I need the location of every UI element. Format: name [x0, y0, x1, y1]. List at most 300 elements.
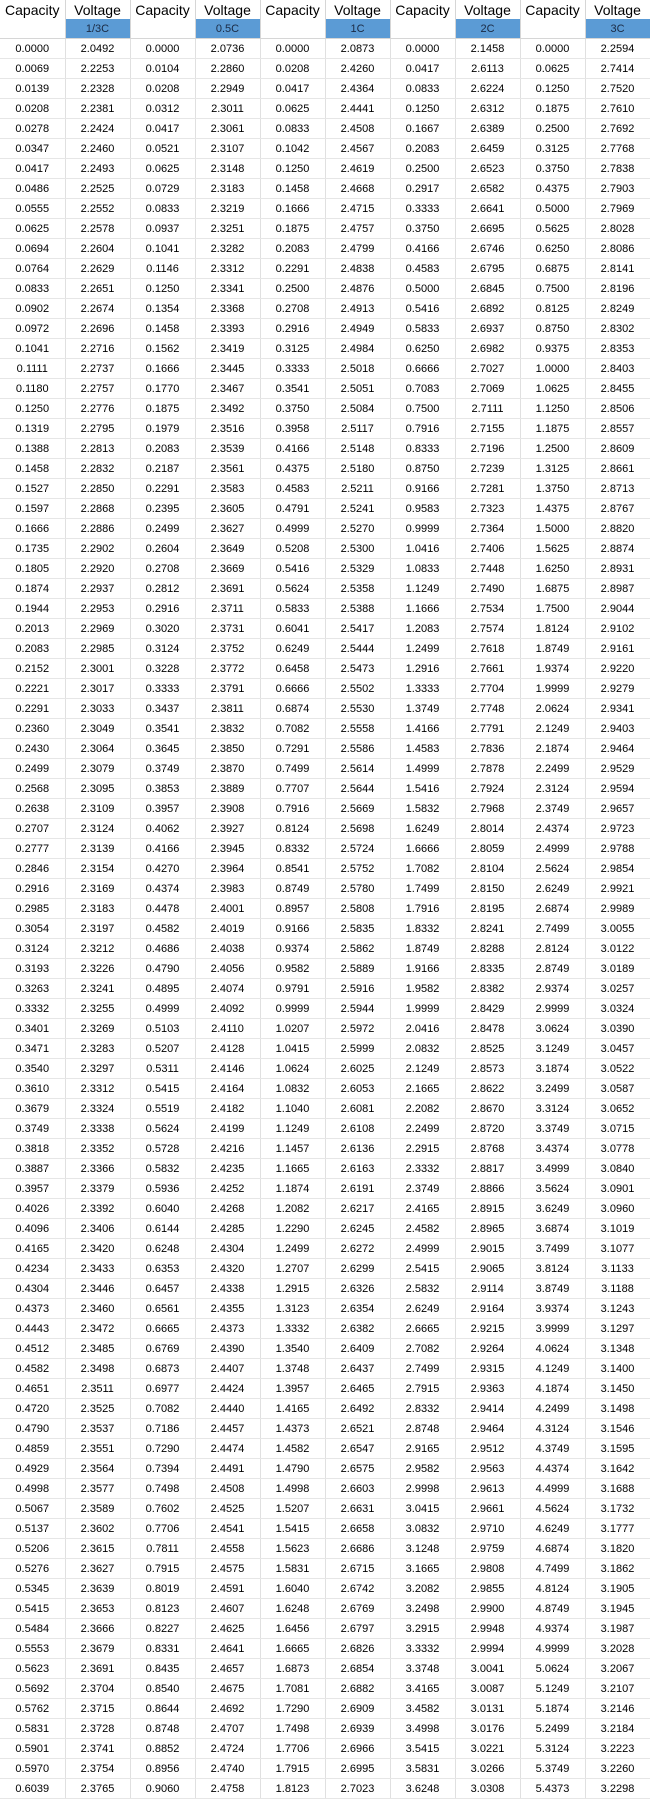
voltage-cell: 2.6826 [325, 1639, 390, 1659]
voltage-cell: 2.2832 [65, 459, 130, 479]
table-row [0, 259, 650, 279]
capacity-cell: 0.5311 [130, 1059, 195, 1079]
voltage-cell: 2.3255 [65, 999, 130, 1019]
voltage-cell: 2.2253 [65, 59, 130, 79]
table-row [0, 579, 650, 599]
capacity-cell: 1.5207 [260, 1499, 325, 1519]
voltage-cell: 2.4838 [325, 259, 390, 279]
table-row [0, 99, 650, 119]
voltage-cell: 3.0522 [585, 1059, 650, 1079]
capacity-cell: 1.7081 [260, 1679, 325, 1699]
voltage-cell: 2.2969 [65, 619, 130, 639]
capacity-cell: 0.1874 [0, 579, 65, 599]
capacity-cell: 0.5345 [0, 1579, 65, 1599]
voltage-cell: 2.3139 [65, 839, 130, 859]
voltage-cell: 2.8622 [455, 1079, 520, 1099]
capacity-cell: 1.7706 [260, 1739, 325, 1759]
capacity-cell: 0.5000 [390, 279, 455, 299]
capacity-cell: 3.4582 [390, 1699, 455, 1719]
capacity-cell: 0.6353 [130, 1259, 195, 1279]
voltage-cell: 2.3492 [195, 399, 260, 419]
voltage-cell: 3.1777 [585, 1519, 650, 1539]
capacity-cell: 0.7916 [260, 799, 325, 819]
voltage-cell: 2.6982 [455, 339, 520, 359]
voltage-header: Voltage [455, 0, 520, 19]
capacity-cell: 0.1666 [130, 359, 195, 379]
voltage-cell: 2.7323 [455, 499, 520, 519]
voltage-cell: 2.6845 [455, 279, 520, 299]
capacity-cell: 2.3124 [520, 779, 585, 799]
voltage-cell: 2.2328 [65, 79, 130, 99]
capacity-cell: 2.0416 [390, 1019, 455, 1039]
capacity-cell: 1.6875 [520, 579, 585, 599]
voltage-cell: 2.3445 [195, 359, 260, 379]
voltage-cell: 2.6937 [455, 319, 520, 339]
capacity-cell: 0.1527 [0, 479, 65, 499]
capacity-cell: 0.6250 [390, 339, 455, 359]
voltage-cell: 2.8478 [455, 1019, 520, 1039]
capacity-cell: 0.4512 [0, 1339, 65, 1359]
voltage-cell: 2.3282 [195, 239, 260, 259]
voltage-cell: 2.5752 [325, 859, 390, 879]
voltage-cell: 2.6081 [325, 1099, 390, 1119]
capacity-cell: 0.7291 [260, 739, 325, 759]
voltage-cell: 2.6631 [325, 1499, 390, 1519]
voltage-cell: 2.5698 [325, 819, 390, 839]
capacity-cell: 0.2708 [260, 299, 325, 319]
capacity-cell: 0.1250 [130, 279, 195, 299]
voltage-cell: 2.8525 [455, 1039, 520, 1059]
voltage-cell: 2.6523 [455, 159, 520, 179]
table-row [0, 1759, 650, 1779]
capacity-cell: 1.7290 [260, 1699, 325, 1719]
capacity-cell: 3.2915 [390, 1619, 455, 1639]
capacity-cell: 1.1875 [520, 419, 585, 439]
capacity-cell: 1.3750 [520, 479, 585, 499]
table-row [0, 39, 650, 59]
capacity-cell: 2.9998 [390, 1479, 455, 1499]
capacity-cell: 3.6249 [520, 1199, 585, 1219]
voltage-cell: 3.0055 [585, 919, 650, 939]
voltage-cell: 2.3107 [195, 139, 260, 159]
table-row [0, 1639, 650, 1659]
capacity-cell: 2.7499 [520, 919, 585, 939]
c-rate-header-row [0, 19, 650, 39]
capacity-cell: 0.3749 [0, 1119, 65, 1139]
capacity-cell: 1.5832 [390, 799, 455, 819]
capacity-cell: 4.1249 [520, 1359, 585, 1379]
capacity-cell: 0.0833 [390, 79, 455, 99]
voltage-cell: 2.4607 [195, 1599, 260, 1619]
capacity-cell: 0.3750 [520, 159, 585, 179]
voltage-cell: 2.9065 [455, 1259, 520, 1279]
capacity-cell: 0.4374 [130, 879, 195, 899]
capacity-cell: 0.1875 [130, 399, 195, 419]
capacity-cell: 0.4270 [130, 859, 195, 879]
table-row [0, 479, 650, 499]
voltage-cell: 3.1400 [585, 1359, 650, 1379]
capacity-cell: 2.2082 [390, 1099, 455, 1119]
voltage-cell: 3.0715 [585, 1119, 650, 1139]
capacity-cell: 1.0415 [260, 1039, 325, 1059]
voltage-cell: 2.2886 [65, 519, 130, 539]
voltage-cell: 3.0960 [585, 1199, 650, 1219]
table-row [0, 959, 650, 979]
capacity-cell: 0.3124 [130, 639, 195, 659]
capacity-cell: 3.0415 [390, 1499, 455, 1519]
voltage-cell: 2.3728 [65, 1719, 130, 1739]
voltage-cell: 2.4320 [195, 1259, 260, 1279]
voltage-cell: 2.9563 [455, 1459, 520, 1479]
voltage-cell: 2.4625 [195, 1619, 260, 1639]
c-rate-label-2c: 2C [455, 19, 520, 39]
table-row [0, 839, 650, 859]
voltage-cell: 2.6326 [325, 1279, 390, 1299]
voltage-cell: 2.3197 [65, 919, 130, 939]
capacity-cell: 0.1458 [260, 179, 325, 199]
voltage-cell: 3.1862 [585, 1559, 650, 1579]
c-rate-spacer [390, 19, 455, 39]
table-row [0, 939, 650, 959]
capacity-cell: 3.4165 [390, 1679, 455, 1699]
voltage-cell: 3.1546 [585, 1419, 650, 1439]
voltage-cell: 2.9921 [585, 879, 650, 899]
capacity-cell: 1.4166 [390, 719, 455, 739]
voltage-cell: 2.3393 [195, 319, 260, 339]
c-rate-spacer [260, 19, 325, 39]
voltage-cell: 3.1348 [585, 1339, 650, 1359]
voltage-cell: 2.8086 [585, 239, 650, 259]
capacity-cell: 1.6665 [260, 1639, 325, 1659]
voltage-cell: 2.4758 [195, 1779, 260, 1799]
voltage-cell: 2.6108 [325, 1119, 390, 1139]
voltage-cell: 2.4619 [325, 159, 390, 179]
voltage-cell: 2.6437 [325, 1359, 390, 1379]
voltage-cell: 2.4757 [325, 219, 390, 239]
capacity-cell: 0.6458 [260, 659, 325, 679]
capacity-cell: 0.6248 [130, 1239, 195, 1259]
capacity-cell: 0.5137 [0, 1519, 65, 1539]
capacity-cell: 1.2707 [260, 1259, 325, 1279]
voltage-cell: 2.4164 [195, 1079, 260, 1099]
capacity-cell: 0.2013 [0, 619, 65, 639]
voltage-cell: 2.3341 [195, 279, 260, 299]
capacity-cell: 0.2360 [0, 719, 65, 739]
table-row [0, 1499, 650, 1519]
voltage-cell: 2.8195 [455, 899, 520, 919]
table-row [0, 79, 650, 99]
voltage-cell: 2.6641 [455, 199, 520, 219]
capacity-cell: 0.6040 [130, 1199, 195, 1219]
capacity-cell: 0.0000 [0, 39, 65, 59]
capacity-cell: 0.7602 [130, 1499, 195, 1519]
voltage-cell: 2.4567 [325, 139, 390, 159]
voltage-cell: 2.9759 [455, 1539, 520, 1559]
voltage-cell: 2.6797 [325, 1619, 390, 1639]
voltage-cell: 2.8150 [455, 879, 520, 899]
capacity-cell: 0.0104 [130, 59, 195, 79]
table-row [0, 419, 650, 439]
capacity-cell: 2.5415 [390, 1259, 455, 1279]
voltage-cell: 2.2920 [65, 559, 130, 579]
capacity-cell: 1.6666 [390, 839, 455, 859]
voltage-cell: 3.2146 [585, 1699, 650, 1719]
capacity-cell: 2.2499 [390, 1119, 455, 1139]
capacity-header: Capacity [260, 0, 325, 19]
voltage-cell: 2.3095 [65, 779, 130, 799]
capacity-cell: 0.3125 [260, 339, 325, 359]
capacity-cell: 1.7082 [390, 859, 455, 879]
capacity-cell: 5.1249 [520, 1679, 585, 1699]
voltage-cell: 2.2552 [65, 199, 130, 219]
voltage-cell: 2.9657 [585, 799, 650, 819]
capacity-cell: 3.4999 [520, 1159, 585, 1179]
capacity-cell: 0.1250 [520, 79, 585, 99]
voltage-cell: 2.4984 [325, 339, 390, 359]
capacity-cell: 0.7082 [130, 1399, 195, 1419]
capacity-cell: 1.6250 [520, 559, 585, 579]
voltage-cell: 2.2696 [65, 319, 130, 339]
capacity-cell: 0.4478 [130, 899, 195, 919]
capacity-cell: 3.3748 [390, 1659, 455, 1679]
capacity-cell: 0.0694 [0, 239, 65, 259]
voltage-cell: 3.1077 [585, 1239, 650, 1259]
voltage-cell: 2.3419 [195, 339, 260, 359]
voltage-cell: 2.7111 [455, 399, 520, 419]
voltage-cell: 2.5502 [325, 679, 390, 699]
voltage-cell: 2.7196 [455, 439, 520, 459]
capacity-cell: 2.6249 [520, 879, 585, 899]
capacity-cell: 0.2221 [0, 679, 65, 699]
voltage-cell: 2.3516 [195, 419, 260, 439]
voltage-cell: 2.4949 [325, 319, 390, 339]
voltage-cell: 2.0873 [325, 39, 390, 59]
voltage-cell: 2.3741 [65, 1739, 130, 1759]
capacity-cell: 5.2499 [520, 1719, 585, 1739]
table-row [0, 1259, 650, 1279]
capacity-cell: 4.6249 [520, 1519, 585, 1539]
capacity-cell: 0.4999 [260, 519, 325, 539]
capacity-cell: 0.5833 [260, 599, 325, 619]
capacity-cell: 1.6040 [260, 1579, 325, 1599]
voltage-cell: 2.2776 [65, 399, 130, 419]
capacity-cell: 0.8331 [130, 1639, 195, 1659]
capacity-cell: 0.8227 [130, 1619, 195, 1639]
voltage-cell: 2.9363 [455, 1379, 520, 1399]
voltage-cell: 2.3908 [195, 799, 260, 819]
voltage-cell: 2.6409 [325, 1339, 390, 1359]
voltage-cell: 2.6521 [325, 1419, 390, 1439]
capacity-cell: 0.1770 [130, 379, 195, 399]
table-row [0, 1559, 650, 1579]
capacity-cell: 1.2290 [260, 1219, 325, 1239]
voltage-cell: 2.6742 [325, 1579, 390, 1599]
capacity-cell: 0.5208 [260, 539, 325, 559]
table-row [0, 1519, 650, 1539]
capacity-cell: 0.8125 [520, 299, 585, 319]
capacity-cell: 0.7706 [130, 1519, 195, 1539]
voltage-cell: 2.9215 [455, 1319, 520, 1339]
capacity-cell: 0.1875 [260, 219, 325, 239]
voltage-cell: 3.0257 [585, 979, 650, 999]
voltage-cell: 2.3241 [65, 979, 130, 999]
capacity-cell: 0.3645 [130, 739, 195, 759]
capacity-cell: 3.8124 [520, 1259, 585, 1279]
voltage-cell: 2.6882 [325, 1679, 390, 1699]
capacity-cell: 1.2083 [390, 619, 455, 639]
voltage-cell: 2.2424 [65, 119, 130, 139]
voltage-cell: 2.3467 [195, 379, 260, 399]
table-row [0, 699, 650, 719]
table-row [0, 239, 650, 259]
capacity-cell: 1.1250 [520, 399, 585, 419]
capacity-cell: 0.3263 [0, 979, 65, 999]
voltage-cell: 2.8455 [585, 379, 650, 399]
capacity-cell: 1.7915 [260, 1759, 325, 1779]
voltage-cell: 2.4724 [195, 1739, 260, 1759]
voltage-cell: 2.9512 [455, 1439, 520, 1459]
capacity-cell: 0.8749 [260, 879, 325, 899]
voltage-cell: 2.6995 [325, 1759, 390, 1779]
voltage-cell: 2.4355 [195, 1299, 260, 1319]
voltage-cell: 2.4285 [195, 1219, 260, 1239]
voltage-cell: 2.2985 [65, 639, 130, 659]
voltage-cell: 2.8866 [455, 1179, 520, 1199]
capacity-cell: 3.1874 [520, 1059, 585, 1079]
voltage-cell: 2.8249 [585, 299, 650, 319]
voltage-cell: 2.4304 [195, 1239, 260, 1259]
voltage-cell: 2.7768 [585, 139, 650, 159]
c-rate-spacer [130, 19, 195, 39]
capacity-cell: 1.1249 [260, 1119, 325, 1139]
voltage-cell: 2.2860 [195, 59, 260, 79]
voltage-cell: 2.3811 [195, 699, 260, 719]
voltage-cell: 3.0221 [455, 1739, 520, 1759]
voltage-cell: 2.2493 [65, 159, 130, 179]
voltage-cell: 2.4390 [195, 1339, 260, 1359]
capacity-cell: 0.2707 [0, 819, 65, 839]
table-row [0, 1439, 650, 1459]
capacity-cell: 0.7916 [390, 419, 455, 439]
voltage-cell: 2.6854 [325, 1659, 390, 1679]
capacity-cell: 0.2500 [390, 159, 455, 179]
capacity-cell: 0.1354 [130, 299, 195, 319]
capacity-cell: 1.4583 [390, 739, 455, 759]
voltage-cell: 2.5180 [325, 459, 390, 479]
voltage-cell: 2.3061 [195, 119, 260, 139]
capacity-cell: 0.0521 [130, 139, 195, 159]
capacity-cell: 0.5970 [0, 1759, 65, 1779]
voltage-cell: 2.4457 [195, 1419, 260, 1439]
capacity-cell: 4.4999 [520, 1479, 585, 1499]
capacity-cell: 4.9999 [520, 1639, 585, 1659]
capacity-cell: 1.0625 [520, 379, 585, 399]
voltage-cell: 3.1450 [585, 1379, 650, 1399]
capacity-cell: 0.2500 [520, 119, 585, 139]
voltage-cell: 2.7903 [585, 179, 650, 199]
voltage-cell: 2.4038 [195, 939, 260, 959]
voltage-cell: 2.5051 [325, 379, 390, 399]
capacity-cell: 3.2082 [390, 1579, 455, 1599]
voltage-header: Voltage [325, 0, 390, 19]
voltage-cell: 2.4260 [325, 59, 390, 79]
voltage-cell: 2.8288 [455, 939, 520, 959]
voltage-cell: 2.3219 [195, 199, 260, 219]
voltage-cell: 2.8196 [585, 279, 650, 299]
voltage-cell: 2.6582 [455, 179, 520, 199]
capacity-cell: 0.3679 [0, 1099, 65, 1119]
table-row [0, 779, 650, 799]
voltage-cell: 2.3649 [195, 539, 260, 559]
voltage-cell: 2.8931 [585, 559, 650, 579]
capacity-cell: 1.1249 [390, 579, 455, 599]
voltage-cell: 2.3011 [195, 99, 260, 119]
voltage-cell: 3.0901 [585, 1179, 650, 1199]
voltage-cell: 2.6224 [455, 79, 520, 99]
voltage-cell: 2.7364 [455, 519, 520, 539]
capacity-cell: 0.2499 [130, 519, 195, 539]
capacity-cell: 0.8540 [130, 1679, 195, 1699]
capacity-cell: 1.5623 [260, 1539, 325, 1559]
voltage-cell: 2.7924 [455, 779, 520, 799]
table-row [0, 1719, 650, 1739]
voltage-cell: 2.3148 [195, 159, 260, 179]
voltage-cell: 3.1987 [585, 1619, 650, 1639]
voltage-cell: 2.3945 [195, 839, 260, 859]
voltage-cell: 2.2651 [65, 279, 130, 299]
voltage-cell: 2.9161 [585, 639, 650, 659]
voltage-cell: 3.1820 [585, 1539, 650, 1559]
voltage-cell: 2.6382 [325, 1319, 390, 1339]
voltage-cell: 2.6113 [455, 59, 520, 79]
voltage-cell: 3.0041 [455, 1659, 520, 1679]
capacity-cell: 0.4165 [0, 1239, 65, 1259]
capacity-cell: 1.2499 [260, 1239, 325, 1259]
capacity-cell: 0.5519 [130, 1099, 195, 1119]
capacity-cell: 0.3749 [130, 759, 195, 779]
capacity-cell: 0.2916 [130, 599, 195, 619]
voltage-cell: 3.1642 [585, 1459, 650, 1479]
voltage-cell: 2.9808 [455, 1559, 520, 1579]
voltage-cell: 2.4508 [325, 119, 390, 139]
voltage-cell: 2.3639 [65, 1579, 130, 1599]
voltage-cell: 2.0492 [65, 39, 130, 59]
voltage-cell: 2.3485 [65, 1339, 130, 1359]
capacity-header: Capacity [0, 0, 65, 19]
capacity-cell: 0.7500 [390, 399, 455, 419]
capacity-cell: 0.1805 [0, 559, 65, 579]
table-row [0, 1299, 650, 1319]
voltage-cell: 2.7069 [455, 379, 520, 399]
voltage-cell: 2.9220 [585, 659, 650, 679]
voltage-cell: 3.0308 [455, 1779, 520, 1799]
capacity-cell: 1.4790 [260, 1459, 325, 1479]
capacity-cell: 1.5000 [520, 519, 585, 539]
capacity-cell: 0.4443 [0, 1319, 65, 1339]
capacity-cell: 2.4374 [520, 819, 585, 839]
capacity-cell: 0.3958 [260, 419, 325, 439]
capacity-cell: 0.3332 [0, 999, 65, 1019]
voltage-cell: 2.3064 [65, 739, 130, 759]
voltage-cell: 2.7748 [455, 699, 520, 719]
voltage-cell: 2.4199 [195, 1119, 260, 1139]
voltage-cell: 3.2298 [585, 1779, 650, 1799]
table-row [0, 199, 650, 219]
voltage-cell: 2.6459 [455, 139, 520, 159]
voltage-cell: 2.3602 [65, 1519, 130, 1539]
capacity-cell: 2.2915 [390, 1139, 455, 1159]
voltage-cell: 2.2594 [585, 39, 650, 59]
